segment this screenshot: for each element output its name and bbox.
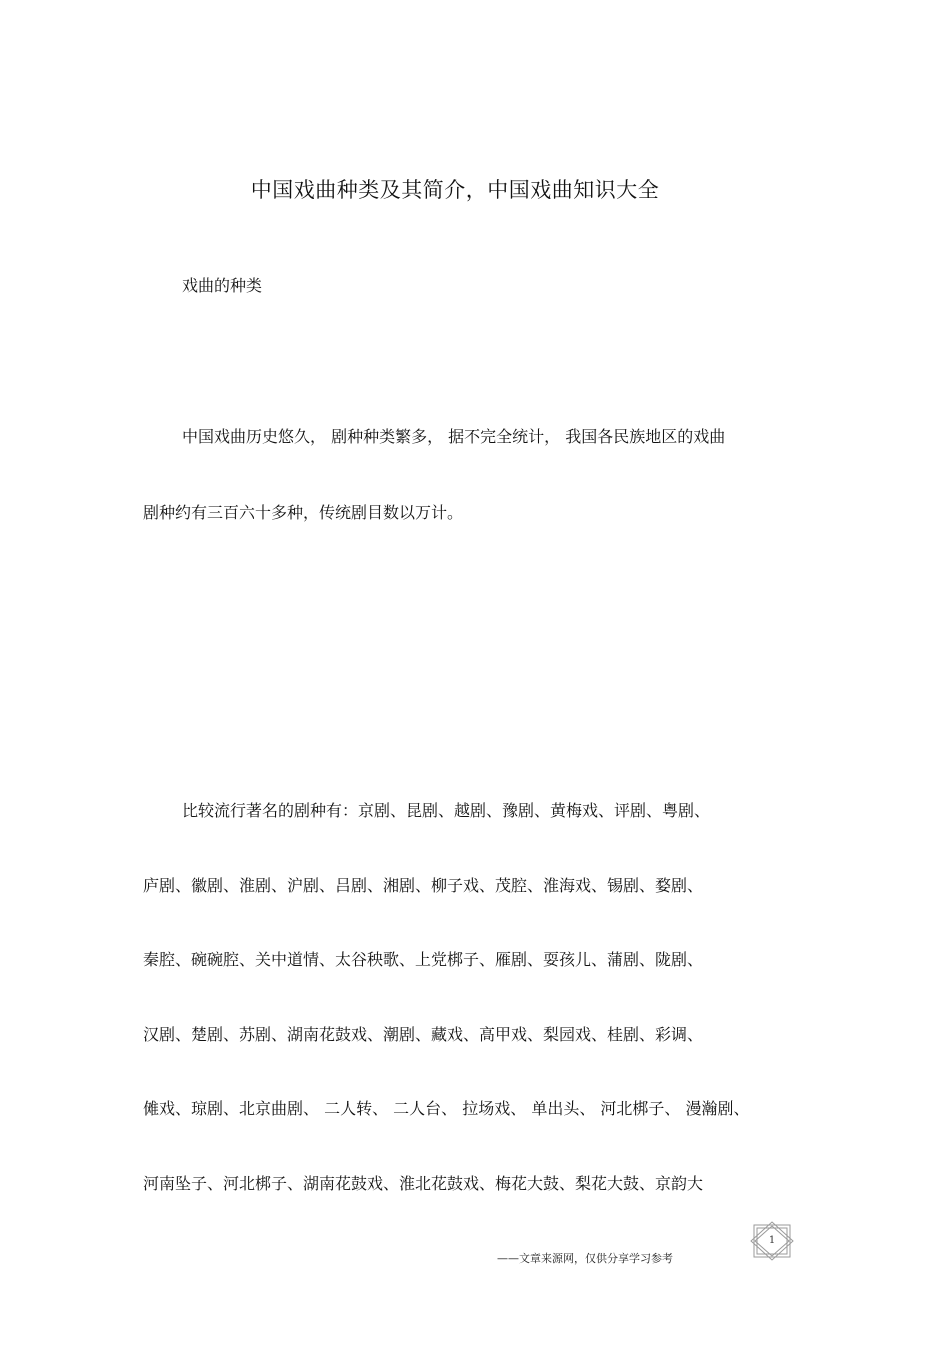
paragraph-2-line-4: 汉剧、楚剧、苏剧、湖南花鼓戏、潮剧、藏戏、高甲戏、梨园戏、桂剧、彩调、 (143, 1025, 704, 1044)
paragraph-2-line-2: 庐剧、徽剧、淮剧、沪剧、吕剧、湘剧、柳子戏、茂腔、淮海戏、锡剧、婺剧、 (143, 876, 704, 895)
paragraph-2-line-5: 傩戏、琼剧、北京曲剧、 二人转、 二人台、 拉场戏、 单出头、 河北梆子、 漫瀚剧、 (143, 1099, 750, 1118)
page-number-badge (748, 1221, 796, 1261)
footer-source-note: ——文章来源网，仅供分享学习参考 (497, 1252, 673, 1265)
section-heading: 戏曲的种类 (182, 276, 263, 295)
paragraph-1-line-1: 中国戏曲历史悠久， 剧种种类繁多， 据不完全统计， 我国各民族地区的戏曲 (182, 427, 726, 446)
paragraph-2-line-1: 比较流行著名的剧种有：京剧、昆剧、越剧、豫剧、黄梅戏、评剧、粤剧、 (182, 801, 711, 820)
page-number: 1 (768, 1235, 776, 1246)
document-title: 中国戏曲种类及其简介，中国戏曲知识大全 (250, 178, 660, 202)
paragraph-2-line-3: 秦腔、碗碗腔、关中道情、太谷秧歌、上党梆子、雁剧、耍孩儿、蒲剧、陇剧、 (143, 950, 704, 969)
paragraph-1-line-2: 剧种约有三百六十多种，传统剧目数以万计。 (143, 503, 464, 522)
paragraph-2-line-6: 河南坠子、河北梆子、湖南花鼓戏、淮北花鼓戏、梅花大鼓、梨花大鼓、京韵大 (143, 1174, 704, 1193)
